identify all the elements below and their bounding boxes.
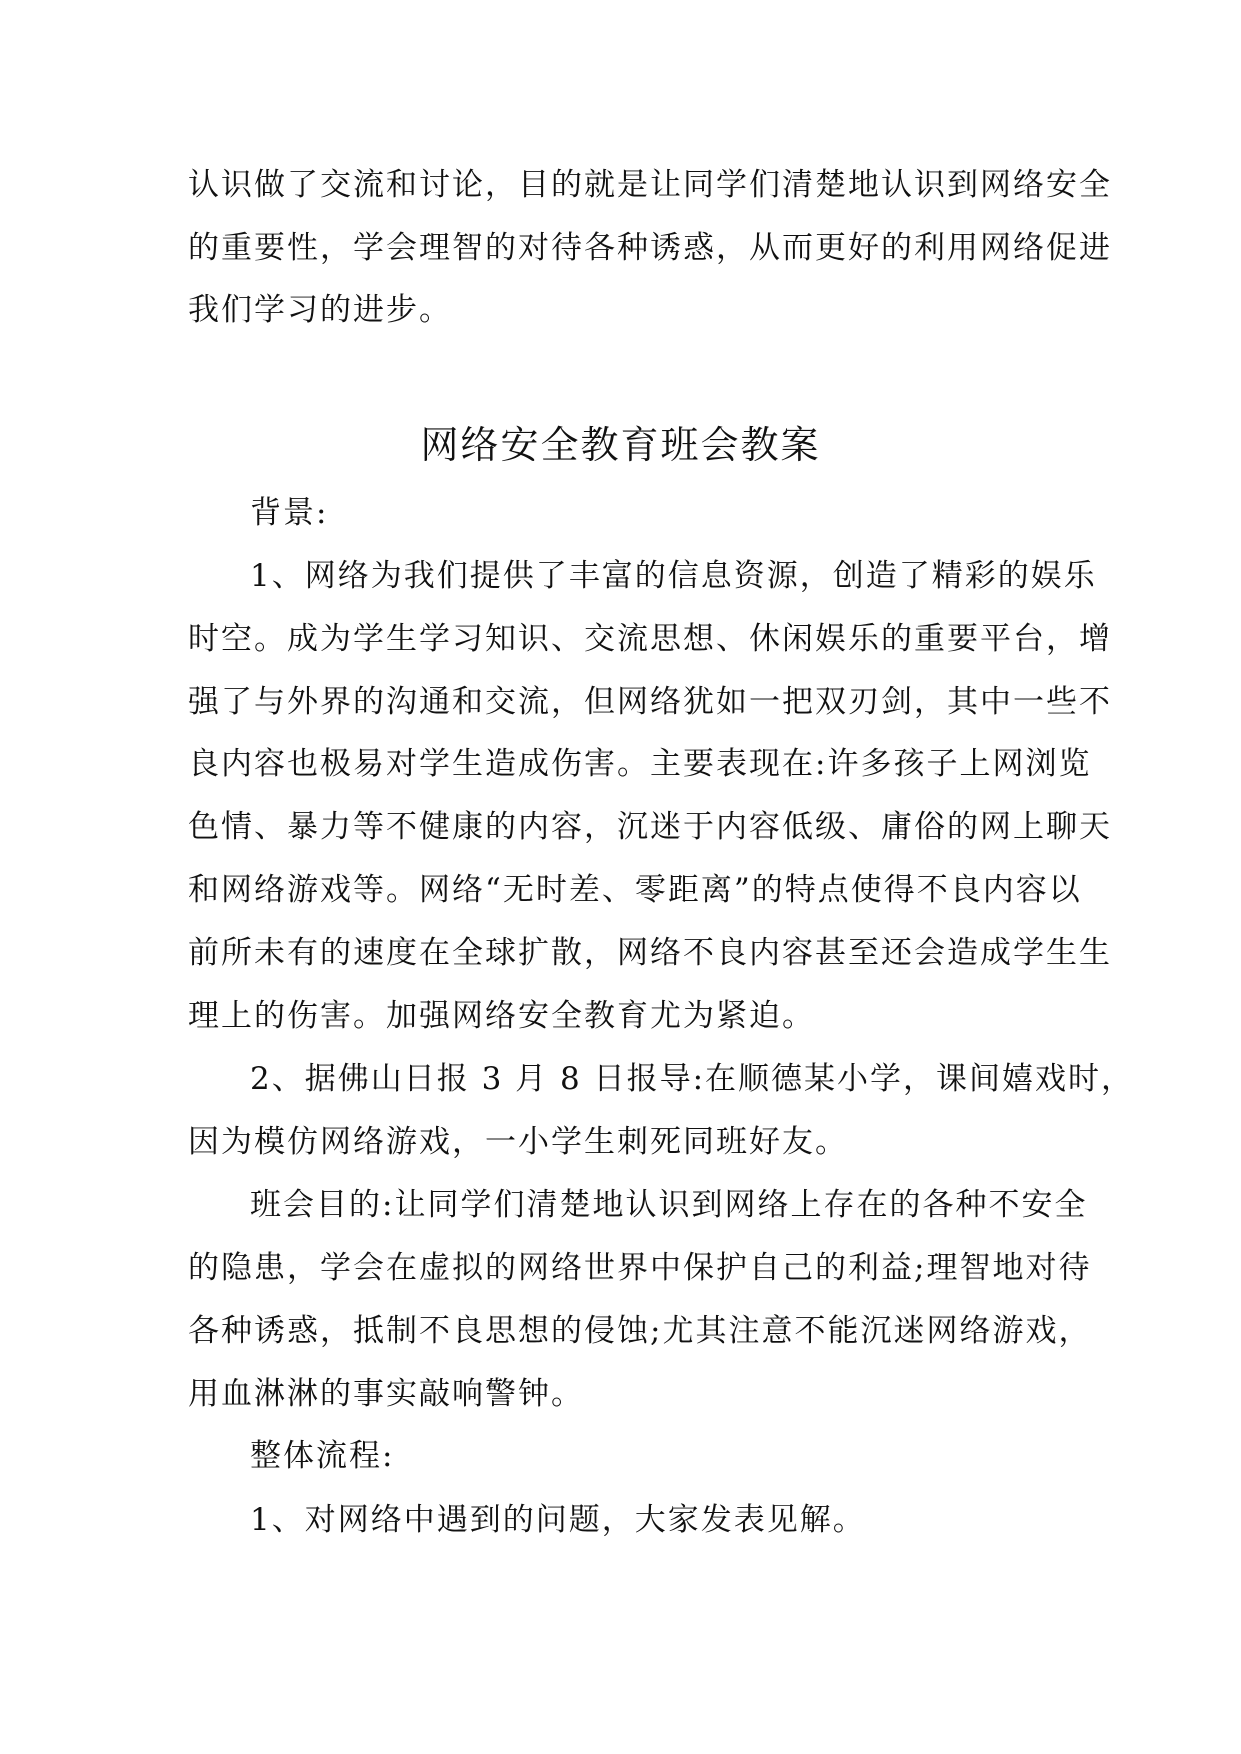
background-item-1-line: 色情、暴力等不健康的内容，沉迷于内容低级、庸俗的网上聊天 bbox=[188, 809, 1112, 845]
document-title: 网络安全教育班会教案 bbox=[420, 423, 821, 467]
purpose-line: 用血淋淋的事实敲响警钟。 bbox=[188, 1376, 584, 1412]
background-item-1-line: 和网络游戏等。网络“无时差、零距离”的特点使得不良内容以 bbox=[188, 872, 1082, 908]
background-item-1-line: 强了与外界的沟通和交流，但网络犹如一把双刃剑，其中一些不 bbox=[188, 684, 1112, 720]
background-item-1-line: 良内容也极易对学生造成伤害。主要表现在:许多孩子上网浏览 bbox=[188, 746, 1092, 782]
background-item-2-line: 因为模仿网络游戏，一小学生刺死同班好友。 bbox=[188, 1124, 848, 1160]
background-item-2-line: 2、据佛山日报 3 月 8 日报导:在顺德某小学，课间嬉戏时， bbox=[250, 1061, 1135, 1097]
background-item-1-line: 1、网络为我们提供了丰富的信息资源，创造了精彩的娱乐 bbox=[250, 558, 1097, 594]
process-item-1: 1、对网络中遇到的问题，大家发表见解。 bbox=[250, 1502, 866, 1538]
process-heading: 整体流程: bbox=[250, 1438, 395, 1474]
intro-line: 我们学习的进步。 bbox=[188, 292, 452, 328]
background-item-1-line: 时空。成为学生学习知识、交流思想、休闲娱乐的重要平台，增 bbox=[188, 621, 1112, 657]
background-item-1-line: 前所未有的速度在全球扩散，网络不良内容甚至还会造成学生生 bbox=[188, 935, 1112, 971]
intro-line: 认识做了交流和讨论，目的就是让同学们清楚地认识到网络安全 bbox=[188, 167, 1112, 203]
purpose-line: 各种诱惑，抵制不良思想的侵蚀;尤其注意不能沉迷网络游戏， bbox=[188, 1313, 1092, 1349]
background-item-1-line: 理上的伤害。加强网络安全教育尤为紧迫。 bbox=[188, 998, 815, 1034]
purpose-line: 班会目的:让同学们清楚地认识到网络上存在的各种不安全 bbox=[250, 1187, 1088, 1223]
purpose-line: 的隐患，学会在虚拟的网络世界中保护自己的利益;理智地对待 bbox=[188, 1250, 1092, 1286]
background-heading: 背景: bbox=[250, 495, 329, 531]
intro-line: 的重要性，学会理智的对待各种诱惑，从而更好的利用网络促进 bbox=[188, 230, 1112, 266]
